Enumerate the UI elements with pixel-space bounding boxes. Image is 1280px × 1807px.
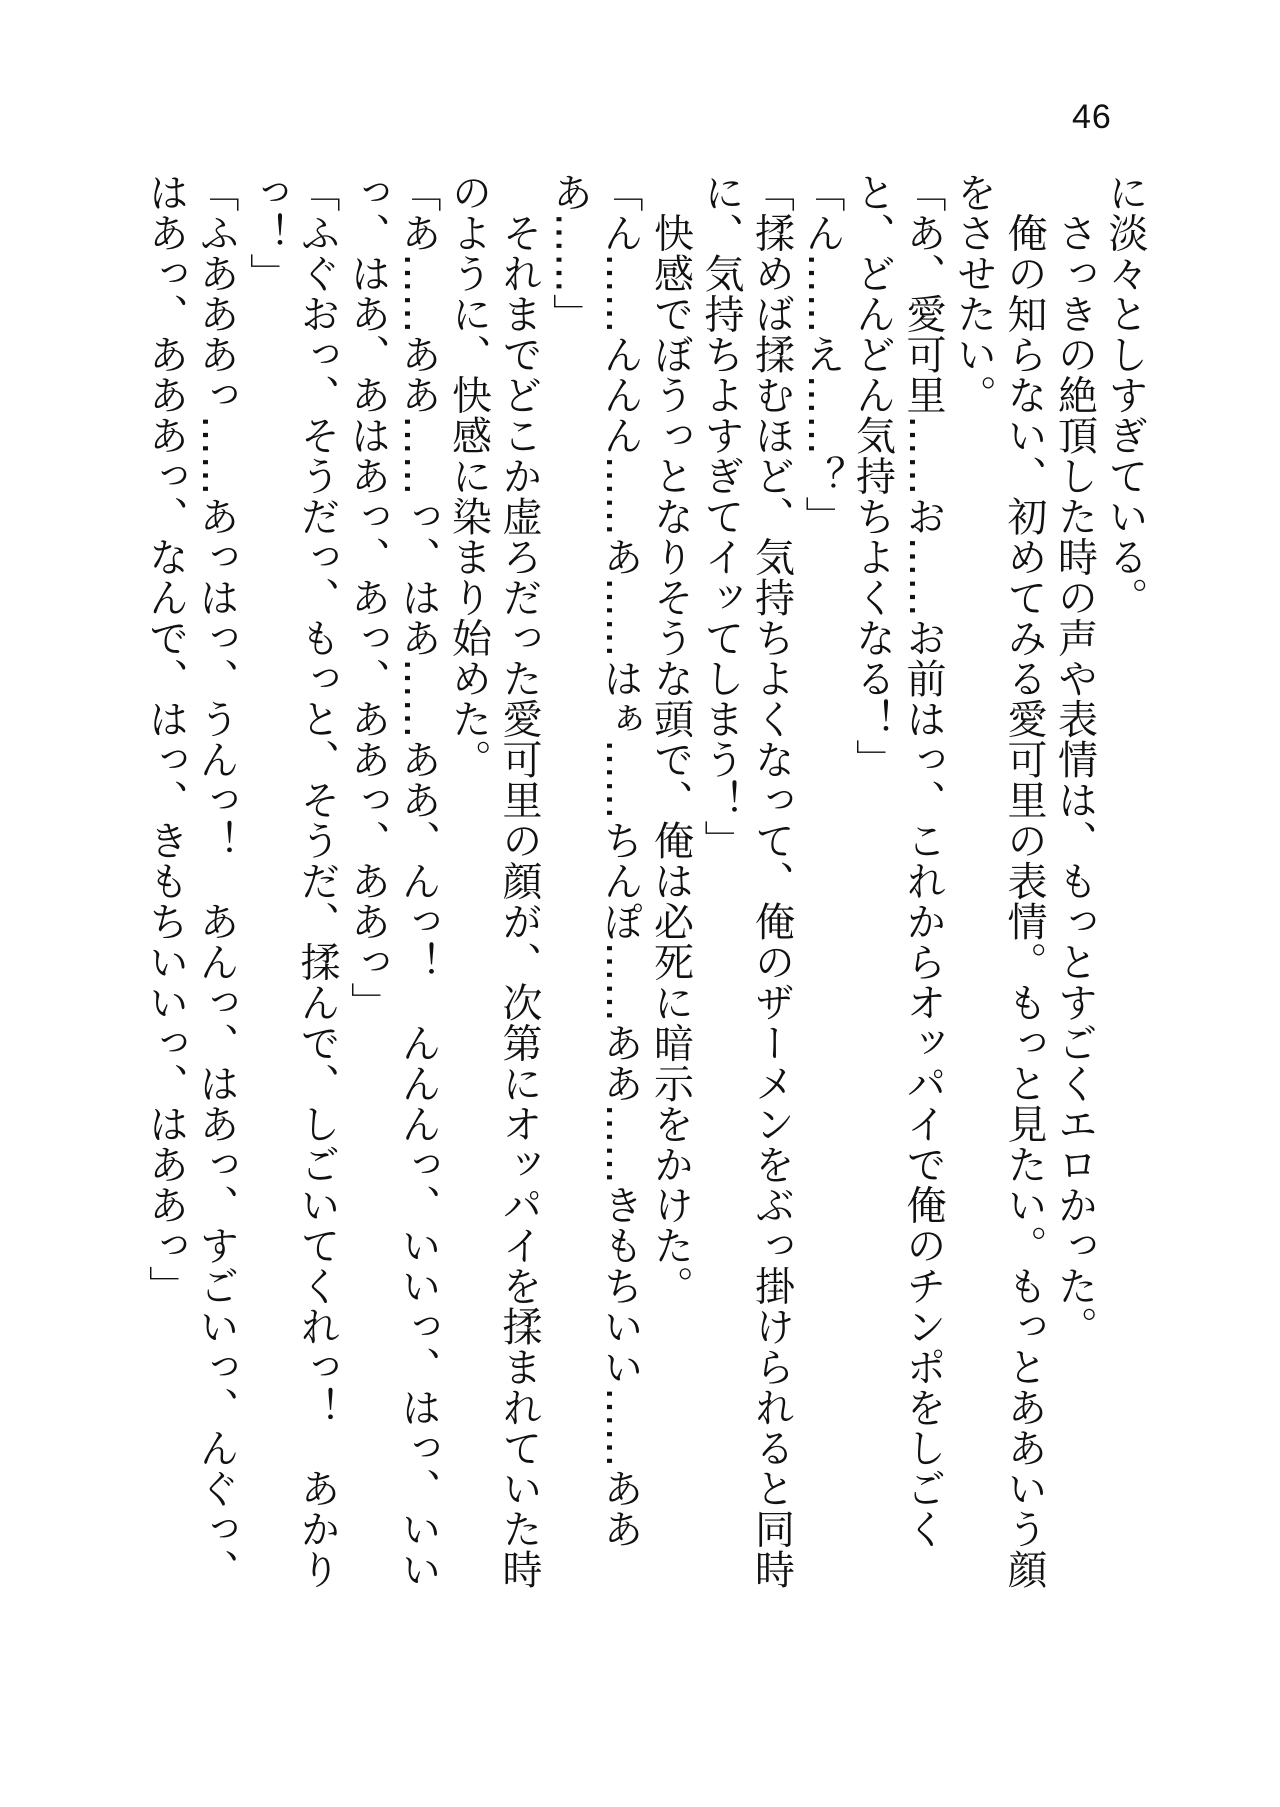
dialogue: 「あ……ああ……っ、はあ……ああ、んっ！ んんんっ、いいっ、はっ、いいっ、はあ、あはあっ、あっ、ああっ、ああっ」 [344, 172, 441, 1590]
dialogue: 「揉めば揉むほど、気持ちよくなって、俺のザーメンをぶっ掛けられると同時に、気持ちよすぎてイッてしまう！」 [698, 172, 795, 1590]
paragraph: 快感でぼうっとなりそうな頭で、俺は必死に暗示をかけた。 [647, 172, 694, 1306]
dialogue: 「ん……んんん……あ……はぁ……ちんぽ……ああ……きもちいい……あああ……」 [546, 172, 643, 1549]
dialogue: 「ん……え……？」 [799, 172, 845, 537]
paragraph: に淡々としすぎている。 [1102, 172, 1148, 618]
dialogue: 「ふぐおっ、そうだっ、もっと、そうだ、揉んで、しごいてくれっ！ あかりっ！」 [243, 172, 340, 1590]
novel-text-body [120, 172, 1150, 1592]
dialogue: 「ふあああっ……あっはっ、うんっ！ あんっ、はあっ、すごいっ、んぐっ、はあっ、あああっ、なんで、はっ、きもちいいっ、はああっ」 [142, 172, 239, 1590]
paragraph: さっきの絶頂した時の声や表情は、もっとすごくエロかった。 [1051, 172, 1098, 1347]
paragraph: それまでどこか虚ろだった愛可里の顔が、次第にオッパイを揉まれていた時のように、快感に染まり始めた。 [445, 172, 542, 1590]
page-number: 46 [1072, 98, 1112, 136]
paragraph: 俺の知らない、初めてみる愛可里の表情。もっと見たい。もっとああいう顔をさせたい。 [950, 172, 1047, 1590]
dialogue: 「あ、愛可里……お……お前はっ、これからオッパイで俺のチンポをしごくと、どんどん気持ちよくなる！」 [849, 172, 946, 1549]
